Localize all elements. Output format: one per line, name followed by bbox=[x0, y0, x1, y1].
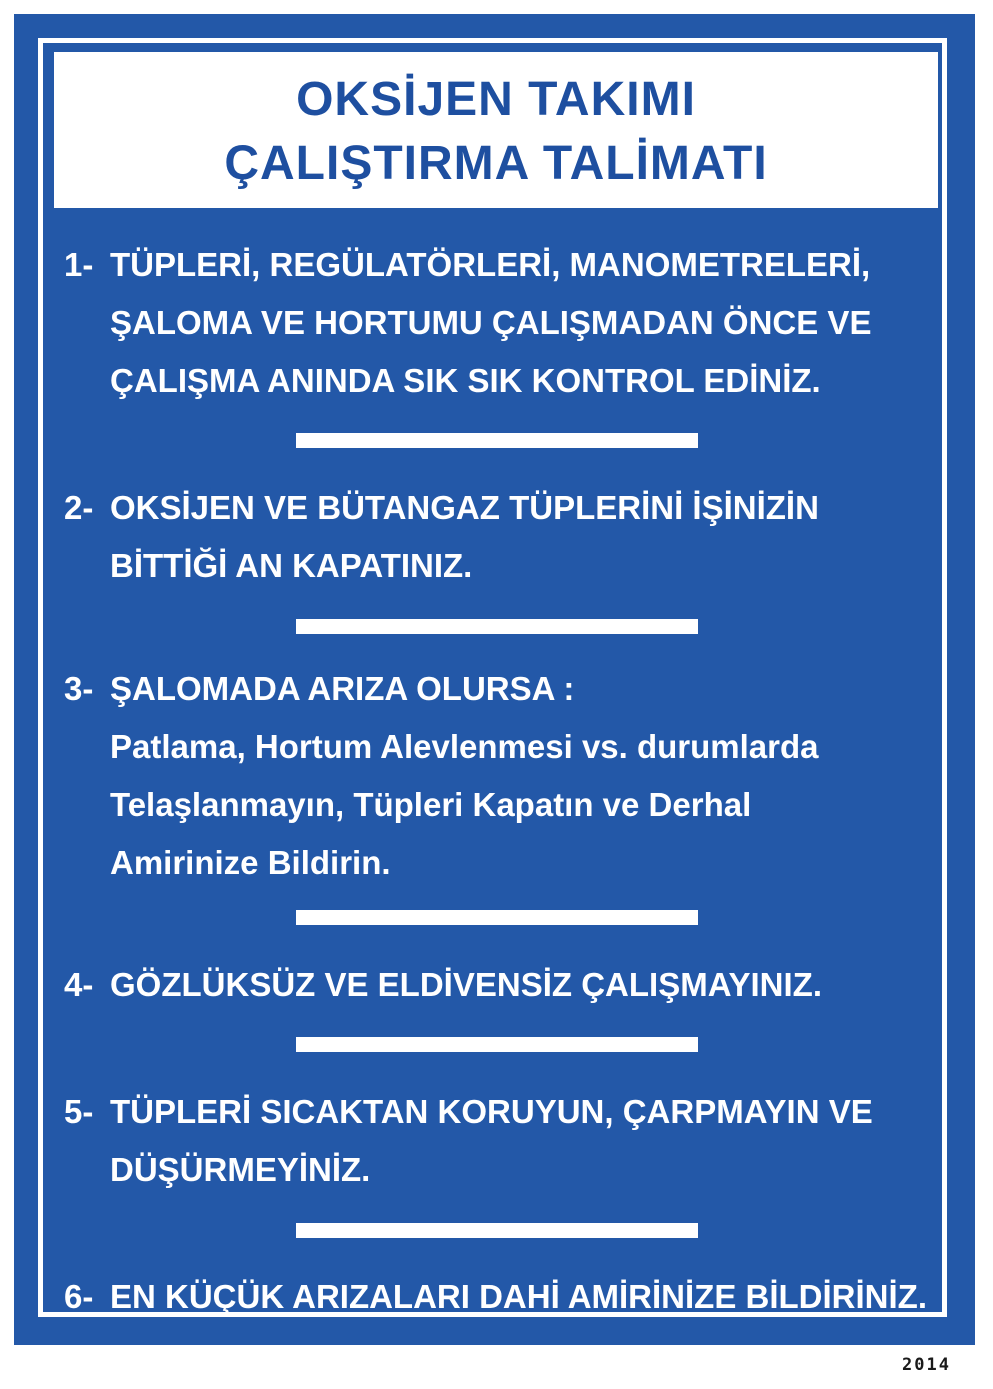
item-line: Telaşlanmayın, Tüpleri Kapatın ve Derhal bbox=[110, 786, 752, 823]
title-line-2: ÇALIŞTIRMA TALİMATI bbox=[224, 137, 768, 190]
divider bbox=[296, 910, 698, 925]
item-number: 6- bbox=[64, 1278, 94, 1315]
item-text bbox=[110, 1083, 944, 1199]
product-code: 2014 bbox=[902, 1355, 951, 1375]
item-line: OKSİJEN VE BÜTANGAZ TÜPLERİNİ İŞİNİZİN bbox=[110, 489, 819, 526]
divider bbox=[296, 1037, 698, 1052]
item-number: 1- bbox=[64, 246, 94, 283]
item-line: EN KÜÇÜK ARIZALARI DAHİ AMİRİNİZE BİLDİRİNİZ. bbox=[110, 1278, 928, 1315]
item-text bbox=[110, 1268, 944, 1326]
item-line: ÇALIŞMA ANINDA SIK SIK KONTROL EDİNİZ. bbox=[110, 362, 821, 399]
item-line: ŞALOMADA ARIZA OLURSA : bbox=[110, 670, 575, 707]
instruction-item-2 bbox=[64, 479, 944, 595]
title-box bbox=[54, 52, 938, 208]
title-line-1: OKSİJEN TAKIMI bbox=[296, 73, 696, 126]
item-line: Amirinize Bildirin. bbox=[110, 844, 391, 881]
item-line: TÜPLERİ, REGÜLATÖRLERİ, MANOMETRELERİ, bbox=[110, 246, 871, 283]
item-number: 4- bbox=[64, 966, 94, 1003]
item-text bbox=[110, 956, 944, 1014]
instruction-item-6 bbox=[64, 1268, 944, 1326]
divider bbox=[296, 433, 698, 448]
item-number: 2- bbox=[64, 489, 94, 526]
instruction-item-4 bbox=[64, 956, 944, 1014]
item-line: BİTTİĞİ AN KAPATINIZ. bbox=[110, 547, 473, 584]
item-text bbox=[110, 236, 944, 410]
item-number: 5- bbox=[64, 1093, 94, 1130]
instruction-item-3 bbox=[64, 660, 944, 892]
item-text bbox=[110, 660, 944, 892]
item-number: 3- bbox=[64, 670, 94, 707]
item-line: DÜŞÜRMEYİNİZ. bbox=[110, 1151, 371, 1188]
instruction-item-1 bbox=[64, 236, 944, 410]
item-line: ŞALOMA VE HORTUMU ÇALIŞMADAN ÖNCE VE bbox=[110, 304, 872, 341]
item-line: TÜPLERİ SICAKTAN KORUYUN, ÇARPMAYIN VE bbox=[110, 1093, 873, 1130]
item-text bbox=[110, 479, 944, 595]
instruction-item-5 bbox=[64, 1083, 944, 1199]
divider bbox=[296, 619, 698, 634]
item-line: GÖZLÜKSÜZ VE ELDİVENSİZ ÇALIŞMAYINIZ. bbox=[110, 966, 822, 1003]
divider bbox=[296, 1223, 698, 1238]
item-line: Patlama, Hortum Alevlenmesi vs. durumlarda bbox=[110, 728, 819, 765]
